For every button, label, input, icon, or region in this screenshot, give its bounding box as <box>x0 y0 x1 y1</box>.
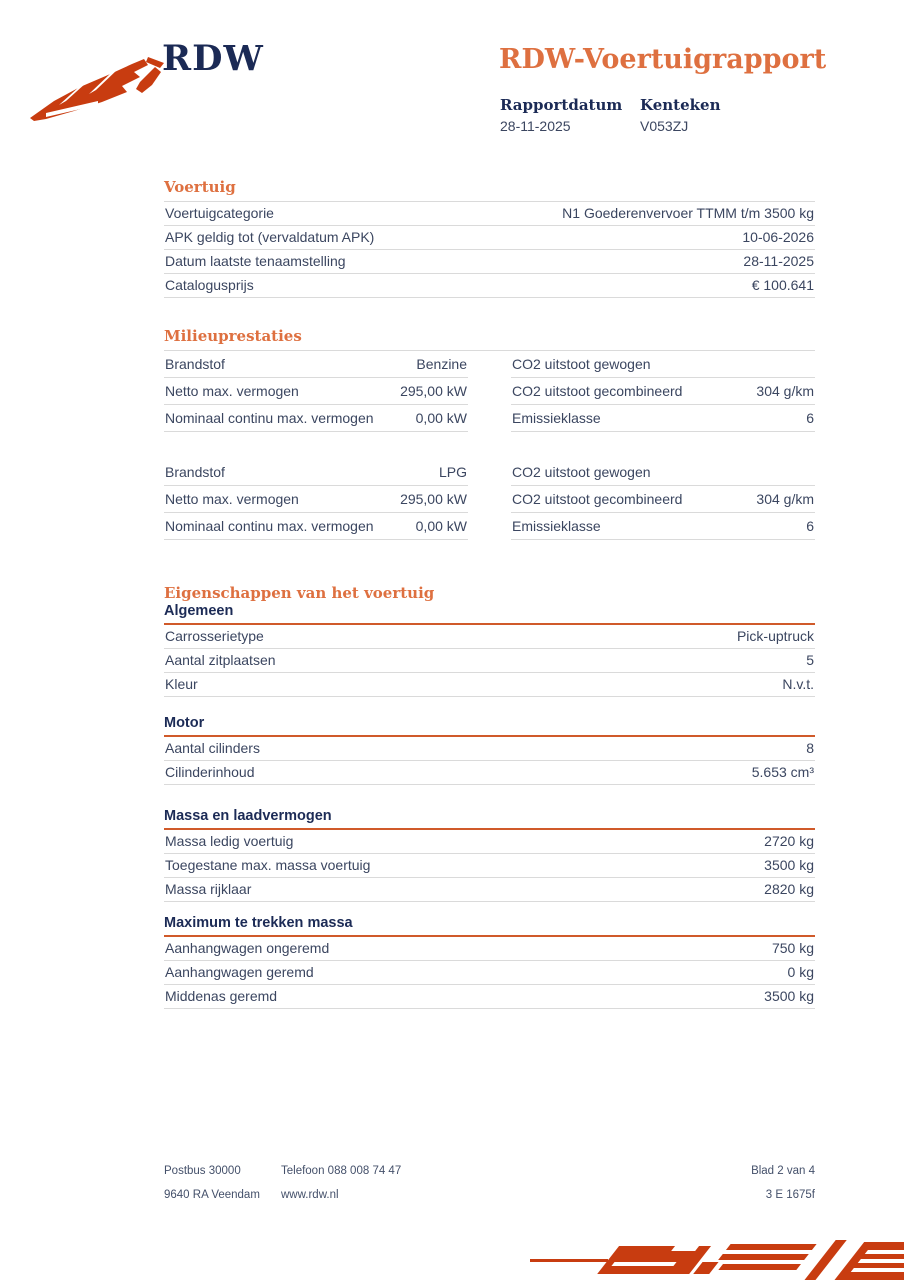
row-value: € 100.641 <box>751 277 814 293</box>
row-value: 5.653 cm³ <box>751 764 814 780</box>
row-label: CO2 uitstoot gewogen <box>512 464 651 480</box>
table-row <box>511 486 815 513</box>
row-label: Nominaal continu max. vermogen <box>165 410 374 426</box>
section-voertuig <box>164 178 815 298</box>
section-eigenschappen-title: Eigenschappen van het voertuig <box>164 584 435 602</box>
row-label: Voertuigcategorie <box>165 205 274 221</box>
table-row <box>164 673 815 697</box>
row-label: Nominaal continu max. vermogen <box>165 518 374 534</box>
footer-postbus: Postbus 30000 <box>164 1165 241 1177</box>
fuel-block-lpg <box>164 459 815 540</box>
table-row <box>164 486 468 513</box>
row-value: 6 <box>806 518 814 534</box>
table-row <box>164 274 815 298</box>
row-label: Kleur <box>165 676 198 692</box>
table-row <box>164 378 468 405</box>
subsection-massa-title: Massa en laadvermogen <box>164 808 332 824</box>
license-plate-value: V053ZJ <box>640 118 689 134</box>
row-label: Aantal cilinders <box>165 740 260 756</box>
page-footer <box>164 1165 815 1215</box>
voertuig-table <box>164 202 815 298</box>
table-row <box>164 649 815 673</box>
table-row <box>164 937 815 961</box>
footer-city: 9640 RA Veendam <box>164 1189 260 1201</box>
row-value: 750 kg <box>771 940 814 956</box>
rdw-logo-text: RDW <box>162 38 264 79</box>
row-value: 295,00 kW <box>400 491 467 507</box>
table-row <box>164 878 815 902</box>
row-value: N1 Goederenvervoer TTMM t/m 3500 kg <box>562 205 814 221</box>
lpg-right-table <box>511 459 815 540</box>
row-label: Massa rijklaar <box>165 881 252 897</box>
row-value: 3500 kg <box>764 988 814 1004</box>
row-value: 0,00 kW <box>415 410 467 426</box>
row-value: Pick-uptruck <box>736 628 814 644</box>
rdw-feather-logo-icon <box>28 54 168 126</box>
row-value: 5 <box>806 652 814 668</box>
footer-page-indicator: Blad 2 van 4 <box>751 1165 815 1177</box>
row-label: APK geldig tot (vervaldatum APK) <box>165 229 375 245</box>
table-row <box>164 961 815 985</box>
row-label: Aantal zitplaatsen <box>165 652 276 668</box>
subsection-trekken-massa <box>164 915 815 1009</box>
row-value: 0 kg <box>787 964 814 980</box>
row-value: LPG <box>438 464 467 480</box>
table-row <box>164 761 815 785</box>
table-row <box>164 513 468 540</box>
section-voertuig-title: Voertuig <box>164 178 815 202</box>
subsection-trekken-massa-title: Maximum te trekken massa <box>164 915 353 931</box>
report-date-label: Rapportdatum <box>500 96 623 114</box>
table-row <box>511 378 815 405</box>
massa-table <box>164 828 815 902</box>
table-row <box>164 459 468 486</box>
benzine-left-table <box>164 351 468 432</box>
table-row <box>164 226 815 250</box>
row-label: Cilinderinhoud <box>165 764 255 780</box>
subsection-algemeen <box>164 603 815 697</box>
row-label: Middenas geremd <box>165 988 278 1004</box>
table-row <box>511 351 815 378</box>
row-label: Toegestane max. massa voertuig <box>165 857 371 873</box>
row-value: 2820 kg <box>764 881 814 897</box>
row-label: CO2 uitstoot gecombineerd <box>512 383 683 399</box>
row-label: Catalogusprijs <box>165 277 254 293</box>
row-value: 28-11-2025 <box>743 253 814 269</box>
row-label: Aanhangwagen geremd <box>165 964 314 980</box>
table-row <box>164 737 815 761</box>
table-row <box>164 202 815 226</box>
trekken-massa-table <box>164 935 815 1009</box>
report-date-value: 28-11-2025 <box>500 118 571 134</box>
table-row <box>511 459 815 486</box>
row-value: Benzine <box>416 356 467 372</box>
row-label: Emissieklasse <box>512 410 601 426</box>
table-row <box>164 351 468 378</box>
table-row <box>164 250 815 274</box>
table-row <box>511 513 815 540</box>
license-plate-label: Kenteken <box>640 96 721 114</box>
motor-table <box>164 735 815 785</box>
row-value: 295,00 kW <box>400 383 467 399</box>
row-label: Brandstof <box>165 464 225 480</box>
table-row <box>164 405 468 432</box>
row-label: Datum laatste tenaamstelling <box>165 253 346 269</box>
footer-doc-code: 3 E 1675f <box>765 1189 815 1201</box>
row-value: 0,00 kW <box>415 518 467 534</box>
footer-phone: Telefoon 088 008 74 47 <box>281 1165 402 1177</box>
footer-website: www.rdw.nl <box>281 1189 339 1201</box>
row-value: 2720 kg <box>764 833 814 849</box>
subsection-motor-title: Motor <box>164 715 205 731</box>
row-label: CO2 uitstoot gecombineerd <box>512 491 683 507</box>
row-value: 3500 kg <box>764 857 814 873</box>
footer-stripes-decoration <box>512 1232 904 1280</box>
benzine-right-table <box>511 351 815 432</box>
table-row <box>164 625 815 649</box>
row-label: Brandstof <box>165 356 225 372</box>
table-row <box>164 985 815 1009</box>
row-value: N.v.t. <box>782 676 814 692</box>
section-milieuprestaties-title: Milieuprestaties <box>164 327 815 351</box>
subsection-massa <box>164 808 815 902</box>
lpg-left-table <box>164 459 468 540</box>
table-row <box>164 854 815 878</box>
row-value: 10-06-2026 <box>742 229 814 245</box>
row-label: Emissieklasse <box>512 518 601 534</box>
algemeen-table <box>164 623 815 697</box>
subsection-motor <box>164 715 815 785</box>
table-row <box>164 830 815 854</box>
row-label: Carrosserietype <box>165 628 264 644</box>
section-milieuprestaties <box>164 327 815 540</box>
table-row <box>511 405 815 432</box>
subsection-algemeen-title: Algemeen <box>164 603 234 619</box>
page-title: RDW-Voertuigrapport <box>499 44 827 75</box>
row-label: Massa ledig voertuig <box>165 833 294 849</box>
row-value: 6 <box>806 410 814 426</box>
section-eigenschappen-title-block <box>164 584 815 602</box>
row-label: Netto max. vermogen <box>165 383 299 399</box>
row-value: 8 <box>806 740 814 756</box>
row-label: CO2 uitstoot gewogen <box>512 356 651 372</box>
row-value: 304 g/km <box>756 383 814 399</box>
fuel-block-benzine <box>164 351 815 432</box>
row-label: Netto max. vermogen <box>165 491 299 507</box>
row-value: 304 g/km <box>756 491 814 507</box>
row-label: Aanhangwagen ongeremd <box>165 940 330 956</box>
